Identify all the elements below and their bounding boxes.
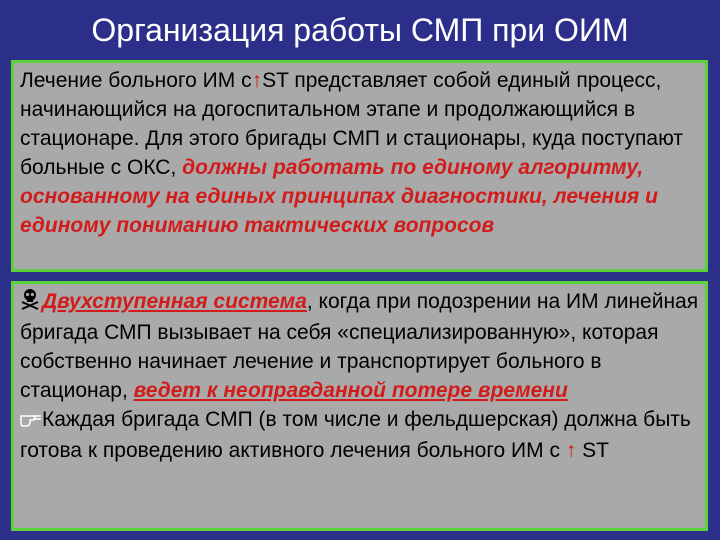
bullet-every-team bbox=[20, 405, 699, 465]
box1-emphasis: должны работать по единому алгоритму, основанному на единых принципах диагностики, лечения и единому пониманию тактических вопросов bbox=[20, 156, 658, 237]
skull-crossbones-icon bbox=[20, 288, 42, 318]
bullet2-end: ST bbox=[576, 439, 609, 462]
up-arrow-icon: ↑ bbox=[251, 69, 263, 92]
bullet2-text: Каждая бригада СМП (в том числе и фельдшерская) должна быть готова к проведению активного лечения больного ИМ с bbox=[20, 408, 691, 462]
up-arrow-icon-2: ↑ bbox=[565, 439, 577, 462]
bullet1-emphasis: Двухступенная система bbox=[42, 290, 307, 313]
box1-text-after: ST представляет собой единый процесс, начинающийся на догоспитальном этапе и продолжающийся в стационаре. Для этого бригады СМП и стационары, куда поступают больные с ОКС, bbox=[20, 69, 683, 179]
bullet-two-stage bbox=[20, 287, 699, 405]
bullet1-text: , когда при подозрении на ИМ линейная бригада СМП вызывает на себя «специализированную», которая собственно начинает лечение и транспортирует больного в стационар, bbox=[20, 290, 699, 402]
text-box-treatment bbox=[11, 60, 708, 272]
bullet1-emphasis2: ведет к неоправданной потере времени bbox=[133, 379, 568, 402]
box1-text-before: Лечение больного ИМ с bbox=[20, 69, 252, 92]
slide-title: Организация работы СМП при ОИМ bbox=[91, 12, 629, 48]
text-box-system bbox=[11, 281, 708, 531]
pointing-hand-icon bbox=[20, 407, 42, 436]
